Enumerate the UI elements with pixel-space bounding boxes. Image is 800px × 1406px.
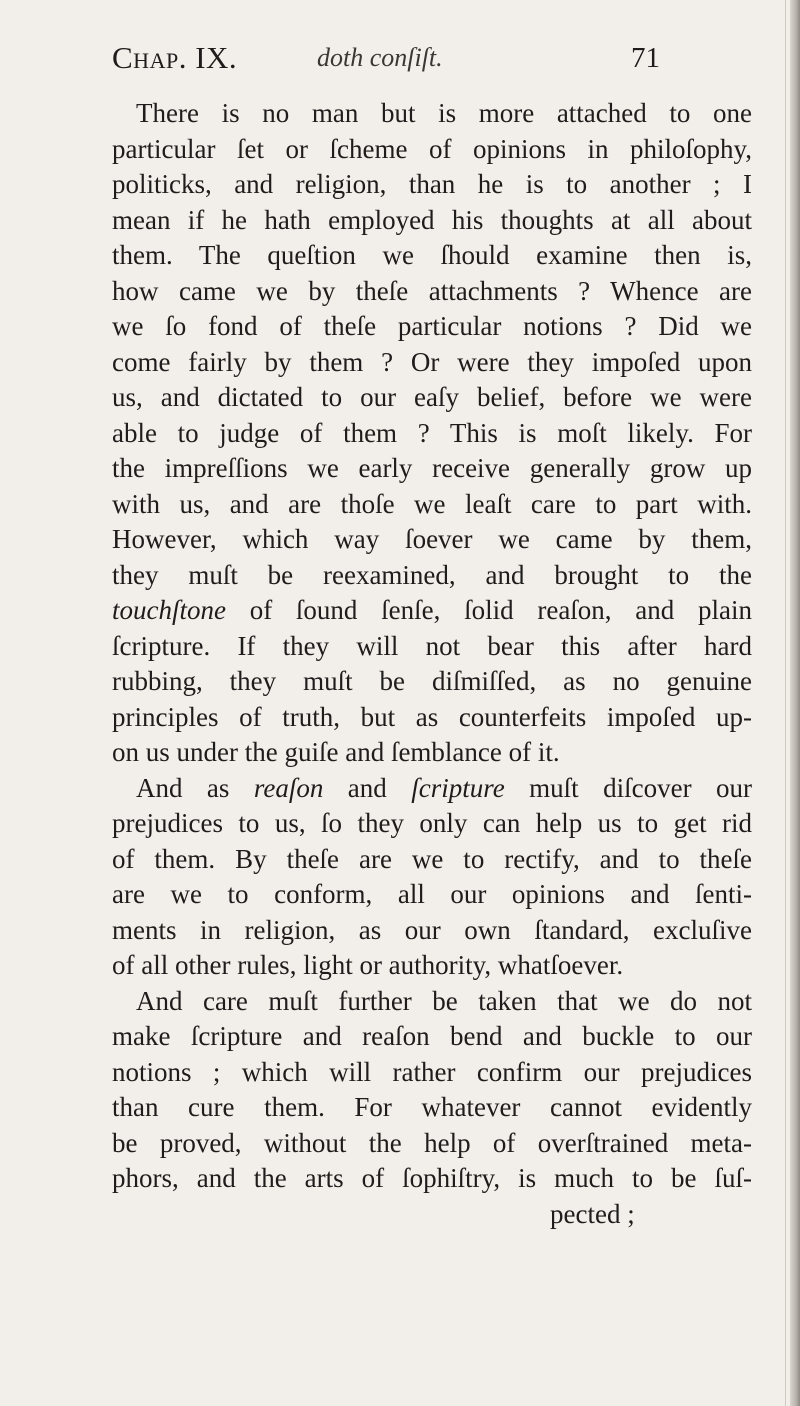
text-line: notions ; which will rather confirm our prejudices [112, 1056, 752, 1087]
text-run: muſt diſcover our [504, 772, 752, 803]
text-run: and [323, 772, 412, 803]
text-line: how came we by theſe attachments ? Whence are [112, 275, 752, 306]
text-line: ſcripture. If they will not bear this after hard [112, 630, 752, 661]
italic-word: touchſtone [112, 595, 226, 625]
body-text [112, 96, 752, 1232]
text-line: principles of truth, but as counterfeits impoſed up- [112, 701, 752, 732]
running-title: doth conſiſt. [317, 43, 443, 72]
page-number: 71 [631, 42, 660, 74]
text-line: them. The queſtion we ſhould examine then is, [112, 240, 752, 270]
text-line: of all other rules, light or authority, whatſoever. [112, 950, 624, 980]
italic-word: reaſon [253, 772, 324, 803]
text-line: prejudices to us, ſo they only can help us to get rid [112, 808, 752, 838]
text-line: There is no man but is more attached to one [136, 98, 752, 128]
italic-word: ſcripture [411, 772, 505, 803]
running-head [112, 38, 752, 78]
text-line: phors, and the arts of ſophiſtry, is much to be ſuſ- [112, 1163, 752, 1193]
text-line: rubbing, they muſt be diſmiſſed, as no genuine [112, 666, 752, 696]
text-line [112, 771, 752, 807]
text-line: come fairly by them ? Or were they impoſed upon [112, 346, 752, 377]
text-line: pected ; [550, 1198, 635, 1229]
text-line [112, 593, 752, 629]
text-line: able to judge of them ? This is moſt likely. For [112, 417, 752, 448]
text-line: be proved, without the help of overſtrained meta- [112, 1127, 752, 1158]
text-line: particular ſet or ſcheme of opinions in philoſophy, [112, 133, 752, 164]
text-line: on us under the guiſe and ſemblance of it. [112, 737, 560, 767]
page-gutter-line [785, 0, 786, 1406]
chapter-label: Chap. IX. [112, 40, 238, 75]
text-line: the impreſſions we early receive generally grow up [112, 453, 752, 483]
text-line: ments in religion, as our own ſtandard, excluſive [112, 914, 752, 945]
text-line: politicks, and religion, than he is to another ; I [112, 169, 752, 199]
text-line: are we to conform, all our opinions and ſenti- [112, 879, 752, 909]
text-run: of ſound ſenſe, ſolid reaſon, and plain [225, 595, 752, 625]
text-line: than cure them. For whatever cannot evidently [112, 1092, 752, 1122]
text-line: they muſt be reexamined, and brought to the [112, 559, 752, 590]
text-line: with us, and are thoſe we leaſt care to part with. [112, 488, 752, 519]
text-line: And care muſt further be taken that we do not [136, 985, 752, 1016]
text-line: However, which way ſoever we came by them, [112, 524, 752, 554]
text-run: And as [136, 772, 254, 803]
text-line: mean if he hath employed his thoughts at all about [112, 204, 752, 235]
text-line: us, and dictated to our eaſy belief, before we were [112, 382, 752, 412]
text-line: of them. By theſe are we to rectify, and to theſe [112, 843, 752, 874]
page-edge-shadow [790, 0, 800, 1406]
text-line: we ſo fond of theſe particular notions ? Did we [112, 311, 752, 341]
text-line: make ſcripture and reaſon bend and buckle to our [112, 1021, 752, 1051]
